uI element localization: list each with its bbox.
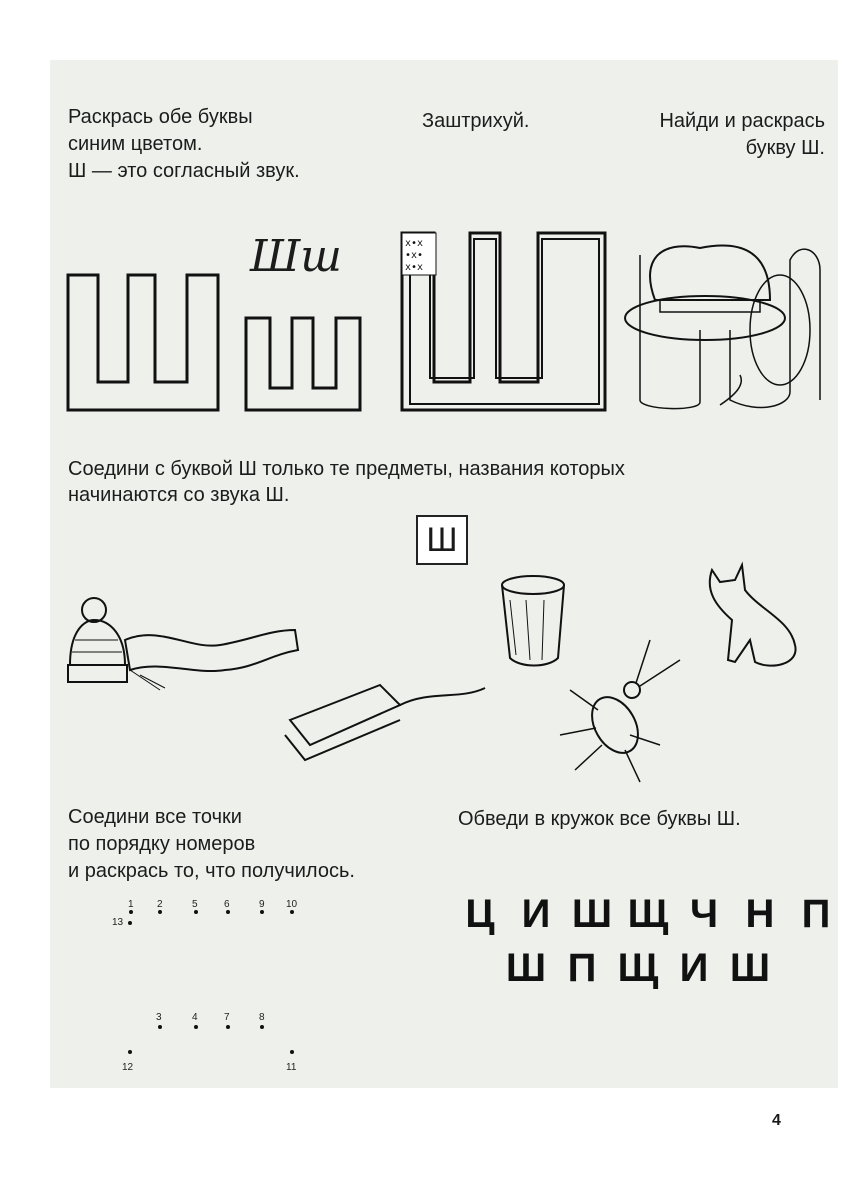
letter-1-7[interactable]: П: [801, 892, 831, 936]
instruction-connect-line1: Соедини с буквой Ш только те предметы, названия которых: [68, 458, 625, 480]
dot-label-12: 12: [122, 1062, 134, 1073]
instruction-connect-line2: начинаются со звука Ш.: [68, 484, 290, 506]
letter-row-2: [498, 946, 778, 991]
instruction-color-line3: Ш — это согласный звук.: [68, 160, 300, 182]
letter-1-2[interactable]: И: [521, 892, 551, 936]
dot-label-11: 11: [286, 1062, 297, 1073]
instruction-color-line1: Раскрась обе буквы: [68, 106, 253, 128]
cursive-letters: Шш: [250, 231, 342, 282]
dot-label-8: 8: [259, 1012, 265, 1023]
letter-1-4[interactable]: Щ: [627, 892, 669, 936]
dot-label-6: 6: [224, 899, 230, 910]
dot-label-9: 9: [259, 899, 265, 910]
svg-text:x•x: x•x: [405, 262, 424, 273]
letter-1-3[interactable]: Ш: [571, 892, 613, 936]
instruction-find-line2: букву Ш.: [745, 137, 825, 159]
instruction-circle-letters: Обведи в кружок все буквы Ш.: [458, 808, 741, 830]
dot-label-5: 5: [192, 899, 198, 910]
instruction-dots-line3: и раскрась то, что получилось.: [68, 860, 355, 882]
dot-label-3: 3: [156, 1012, 162, 1023]
instruction-dots-line1: Соедини все точки: [68, 806, 242, 828]
dot-label-4: 4: [192, 1012, 198, 1023]
boxed-letter-sh: Ш: [416, 515, 468, 565]
instruction-color-line2: синим цветом.: [68, 133, 203, 155]
page-number: 4: [772, 1112, 781, 1129]
instruction-find-line1: Найди и раскрась: [659, 110, 825, 132]
svg-text:x•x: x•x: [405, 238, 424, 249]
dot-label-10: 10: [286, 899, 298, 910]
letter-2-4[interactable]: И: [679, 946, 709, 990]
svg-text:•x•: •x•: [405, 250, 424, 261]
instruction-shade: Заштрихуй.: [422, 110, 530, 132]
letter-2-5[interactable]: Ш: [729, 946, 771, 990]
letter-2-1[interactable]: Ш: [505, 946, 547, 990]
dot-label-1: 1: [128, 899, 134, 910]
letter-1-1[interactable]: Ц: [465, 892, 495, 936]
letter-1-6[interactable]: Н: [745, 892, 775, 936]
letter-2-2[interactable]: П: [567, 946, 597, 990]
letter-1-5[interactable]: Ч: [689, 892, 719, 936]
dot-label-7: 7: [224, 1012, 230, 1023]
letter-row-1: [452, 892, 844, 937]
dot-label-2: 2: [157, 899, 163, 910]
dot-label-13: 13: [112, 917, 124, 928]
instruction-dots-line2: по порядку номеров: [68, 833, 256, 855]
letter-2-3[interactable]: Щ: [617, 946, 659, 990]
